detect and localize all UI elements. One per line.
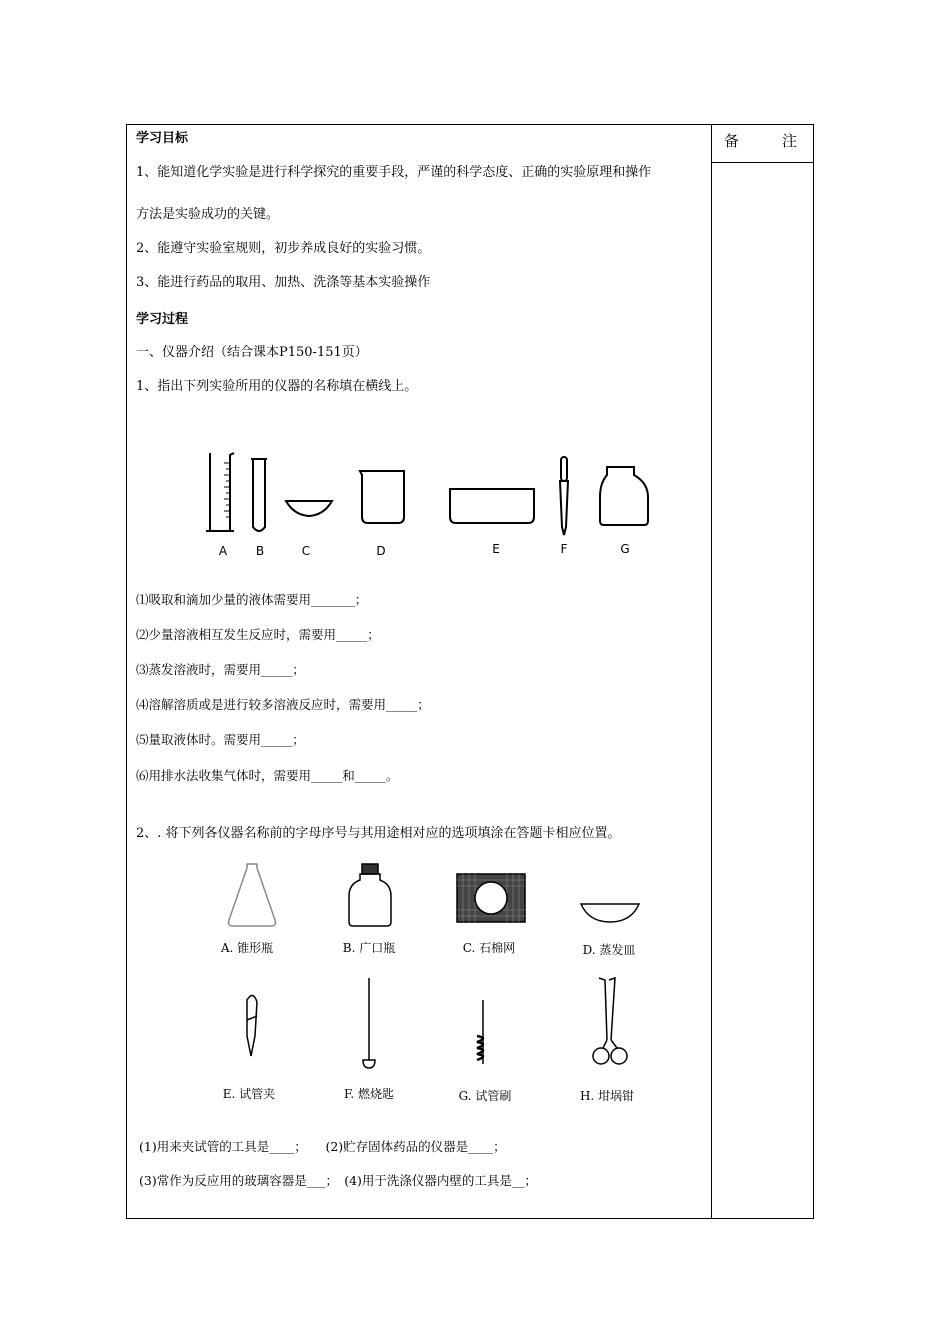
fig1-label-d: D bbox=[376, 544, 386, 558]
goal-1-line-1: 1、能知道化学实验是进行科学探究的重要手段，严谨的科学态度、正确的实验原理和操作 bbox=[136, 165, 652, 180]
conical-flask-icon bbox=[229, 864, 276, 926]
beaker-icon bbox=[360, 471, 404, 523]
question-1-3: ⑶蒸发溶液时，需要用_____； bbox=[136, 662, 305, 677]
question-1-6: ⑹用排水法收集气体时，需要用_____和_____。 bbox=[136, 768, 399, 783]
process-title: 学习过程 bbox=[136, 312, 189, 327]
fig2-label-h: H. 坩埚钳 bbox=[579, 1089, 635, 1103]
task-1-instruction: 1、指出下列实验所用的仪器的名称填在横线上。 bbox=[136, 379, 418, 394]
fig1-label-e: E bbox=[492, 542, 500, 556]
notes-column-header: 备 注 bbox=[724, 132, 812, 150]
fig2-label-a: A. 锥形瓶 bbox=[220, 941, 274, 955]
test-tube-holder-icon bbox=[247, 995, 257, 1056]
question-1-2: ⑵少量溶液相互发生反应时，需要用_____； bbox=[136, 627, 380, 642]
goal-3: 3、能进行药品的取用、加热、洗涤等基本实验操作 bbox=[136, 275, 431, 290]
section-1-heading: 一、仪器介绍（结合课本P150-151页） bbox=[136, 345, 368, 360]
fig2-label-b: B. 广口瓶 bbox=[342, 941, 396, 955]
fig2-label-g: G. 试管刷 bbox=[458, 1089, 512, 1103]
test-tube-icon bbox=[251, 459, 267, 531]
gas-jar-icon bbox=[600, 467, 648, 525]
combustion-spoon-icon bbox=[363, 978, 375, 1068]
instrument-figure-1 bbox=[202, 447, 672, 559]
instrument-figure-2 bbox=[217, 860, 657, 1110]
fig1-label-g: G bbox=[620, 542, 630, 556]
fig1-label-b: B bbox=[255, 544, 265, 558]
test-tube-brush-icon bbox=[477, 1000, 483, 1064]
task-2-instruction: 2、. 将下列各仪器名称前的字母序号与其用途相对应的选项填涂在答题卡相应位置。 bbox=[136, 826, 621, 841]
notes-header-divider bbox=[712, 162, 813, 163]
question-2-line-2: (3)常作为反应用的玻璃容器是___； (4)用于洗涤仪器内壁的工具是__； bbox=[139, 1173, 537, 1188]
evaporating-dish-icon bbox=[286, 501, 332, 516]
trough-icon bbox=[450, 489, 534, 523]
column-divider bbox=[711, 125, 712, 1218]
question-1-4: ⑷溶解溶质或是进行较多溶液反应时，需要用_____； bbox=[136, 697, 430, 712]
fig1-label-f: F bbox=[560, 542, 568, 556]
fig2-label-f: F. 燃烧匙 bbox=[343, 1087, 395, 1101]
graduated-cylinder-icon bbox=[206, 453, 234, 531]
question-1-1: ⑴吸取和滴加少量的液体需要用_______； bbox=[136, 592, 368, 607]
evaporating-dish-icon bbox=[581, 904, 639, 922]
fig2-label-e: E. 试管夹 bbox=[222, 1087, 276, 1101]
fig2-label-d: D. 蒸发皿 bbox=[582, 943, 636, 957]
goal-2: 2、能遵守实验室规则，初步养成良好的实验习惯。 bbox=[136, 241, 431, 256]
goals-title: 学习目标 bbox=[136, 131, 189, 146]
fig2-label-c: C. 石棉网 bbox=[462, 941, 516, 955]
wire-gauze-icon bbox=[457, 874, 525, 922]
fig1-label-a: A bbox=[218, 544, 228, 558]
crucible-tongs-icon bbox=[593, 978, 627, 1064]
question-2-line-1: (1)用来夹试管的工具是____； (2)贮存固体药品的仪器是____； bbox=[139, 1139, 506, 1154]
goal-1-line-2: 方法是实验成功的关键。 bbox=[136, 207, 280, 222]
question-1-5: ⑸量取液体时。需要用_____； bbox=[136, 732, 305, 747]
fig1-label-c: C bbox=[301, 544, 311, 558]
worksheet-table bbox=[126, 124, 814, 1219]
wide-mouth-bottle-icon bbox=[349, 864, 391, 926]
dropper-icon bbox=[560, 457, 568, 535]
